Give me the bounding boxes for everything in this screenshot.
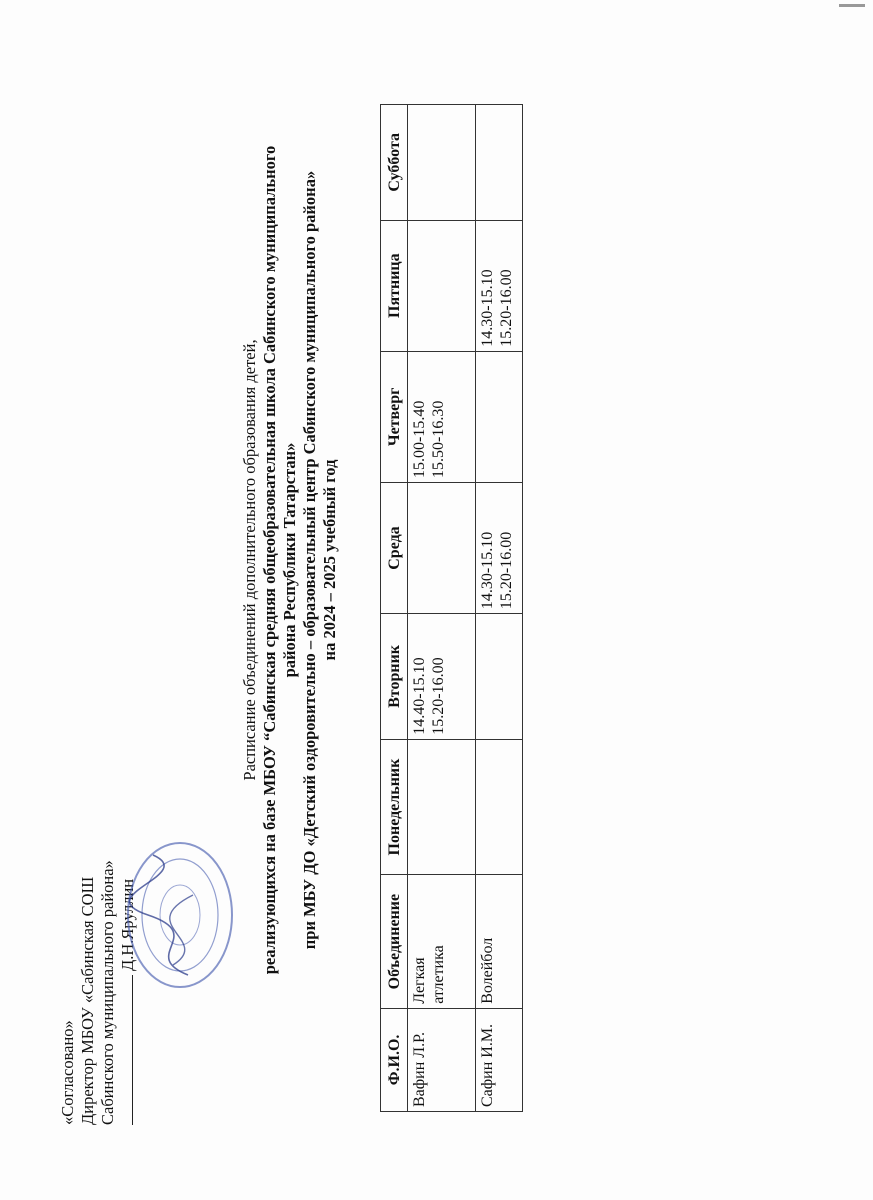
cell-group <box>476 875 523 1008</box>
cell-text: Легкая <box>411 957 428 1004</box>
cell-thursday <box>476 351 523 482</box>
title-line-4: при МБУ ДО «Детский оздоровительно – образовательный центр Сабинского муниципального района» <box>300 170 319 950</box>
title-line-3: района Республики Татарстан» <box>280 442 299 678</box>
table-row <box>476 105 523 1112</box>
cell-friday <box>408 220 476 351</box>
cell-thursday <box>408 351 476 482</box>
document-title <box>240 60 340 1060</box>
header-wednesday: Среда <box>381 482 408 613</box>
approval-signer: Д.Н.Яруллин <box>118 878 137 971</box>
cell-wednesday <box>408 482 476 613</box>
cell-text: 15.20-16.00 <box>430 657 447 735</box>
signature-line <box>132 975 133 1125</box>
cell-text: 14.40-15.10 <box>411 657 428 735</box>
header-tuesday: Вторник <box>381 614 408 740</box>
cell-text: Волейбол <box>479 937 496 1004</box>
header-monday: Понедельник <box>381 739 408 875</box>
header-friday: Пятница <box>381 220 408 351</box>
cell-text: Вафин Л.Р. <box>411 1031 428 1107</box>
cell-text: Сафин И.М. <box>479 1023 496 1107</box>
title-line-2: реализующихся на базе МБОУ “Сабинская средняя общеобразовательная школа Сабинского муниципального <box>260 145 279 975</box>
approval-position: Директор МБОУ «Сабинская СОШ <box>78 876 97 1125</box>
approval-organization: Сабинского муниципального района» <box>98 860 117 1125</box>
cell-fio <box>408 1008 476 1111</box>
approval-heading: «Согласовано» <box>58 1020 77 1125</box>
table-header-row <box>381 105 408 1112</box>
cell-text: атлетика <box>430 945 447 1004</box>
cell-text: 15.00-15.40 <box>411 400 428 478</box>
cell-group <box>408 875 476 1008</box>
cell-text: 14.30-15.10 <box>479 531 496 610</box>
cell-monday <box>408 739 476 875</box>
cell-monday <box>476 739 523 875</box>
cell-friday <box>476 220 523 351</box>
cell-tuesday <box>408 614 476 740</box>
header-fio: Ф.И.О. <box>381 1008 408 1111</box>
scan-edge-mark <box>839 4 865 7</box>
schedule-table <box>380 104 523 1112</box>
cell-tuesday <box>476 614 523 740</box>
cell-text: 14.30-15.10 <box>479 269 496 347</box>
title-line-5: на 2024 – 2025 учебный год <box>320 459 339 661</box>
title-line-1: Расписание объединений дополнительного образования детей, <box>240 339 259 781</box>
header-saturday: Суббота <box>381 105 408 221</box>
table-row <box>408 105 476 1112</box>
cell-text: 15.20-16.00 <box>498 269 515 347</box>
cell-fio <box>476 1008 523 1111</box>
header-group: Объединение <box>381 875 408 1008</box>
cell-saturday <box>408 105 476 221</box>
cell-text: 15.50-16.30 <box>430 400 447 478</box>
cell-wednesday <box>476 482 523 613</box>
cell-saturday <box>476 105 523 221</box>
official-stamp <box>118 835 238 995</box>
cell-text: 15.20-16.00 <box>498 531 515 610</box>
header-thursday: Четверг <box>381 351 408 482</box>
